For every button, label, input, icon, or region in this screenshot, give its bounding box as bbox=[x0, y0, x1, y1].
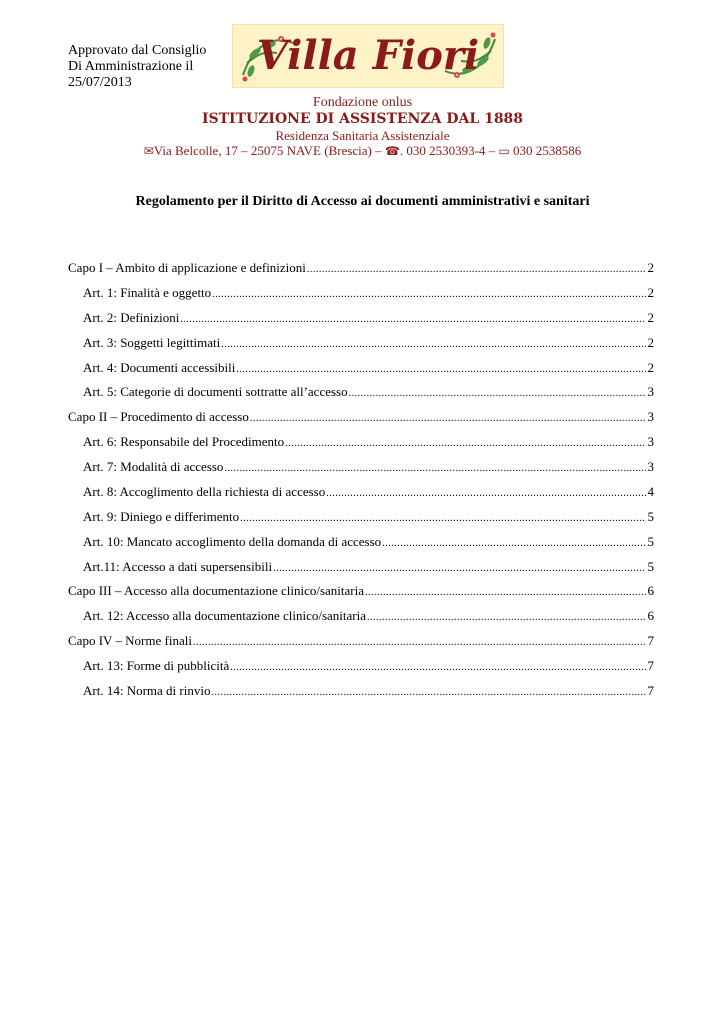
toc-entry-label: Capo II – Procedimento di accesso bbox=[68, 409, 249, 424]
toc-entry-page: 2 bbox=[647, 335, 654, 350]
document-title: Regolamento per il Diritto di Accesso ai documenti amministrativi e sanitari bbox=[135, 194, 590, 209]
toc-entry-page: 5 bbox=[647, 509, 654, 524]
toc-entry-page: 2 bbox=[647, 360, 654, 375]
toc-entry[interactable] bbox=[68, 409, 654, 427]
approval-date: 25/07/2013 bbox=[68, 75, 132, 90]
toc-entry-label: Art. 4: Documenti accessibili bbox=[83, 360, 236, 375]
toc-entry-page: 5 bbox=[647, 559, 654, 574]
toc-entry-page: 2 bbox=[647, 310, 654, 325]
toc-entry-label: Art. 3: Soggetti legittimati bbox=[83, 335, 221, 350]
toc-entry-page: 6 bbox=[647, 608, 654, 623]
toc-entry[interactable] bbox=[83, 534, 654, 552]
toc-dot-leader bbox=[285, 436, 645, 452]
toc-entry[interactable] bbox=[83, 434, 654, 452]
toc-entry-label: Art. 2: Definizioni bbox=[83, 310, 180, 325]
foundation-label: Fondazione onlus bbox=[312, 95, 413, 110]
approval-note bbox=[68, 43, 238, 91]
approval-line-2: Di Amministrazione il bbox=[68, 59, 194, 74]
toc-entry-page: 3 bbox=[647, 434, 654, 449]
villa-fiori-logo bbox=[232, 24, 504, 88]
toc-entry-label: Art. 6: Responsabile del Procedimento bbox=[83, 434, 285, 449]
residence-label: Residenza Sanitaria Assistenziale bbox=[275, 128, 450, 143]
toc-entry-label: Capo I – Ambito di applicazione e definizioni bbox=[68, 260, 306, 275]
toc-dot-leader bbox=[307, 262, 646, 278]
toc-entry-page: 5 bbox=[647, 534, 654, 549]
toc-entry-label: Art. 1: Finalità e oggetto bbox=[83, 285, 212, 300]
toc-dot-leader bbox=[349, 386, 646, 402]
toc-entry[interactable] bbox=[83, 484, 654, 502]
toc-entry-page: 7 bbox=[647, 658, 654, 673]
toc-entry-page: 7 bbox=[647, 633, 654, 648]
toc-entry-label: Capo IV – Norme finali bbox=[68, 633, 192, 648]
toc-dot-leader bbox=[211, 685, 645, 701]
approval-line-1: Approvato dal Consiglio bbox=[68, 43, 207, 58]
toc-entry-page: 3 bbox=[647, 409, 654, 424]
toc-dot-leader bbox=[193, 635, 646, 651]
toc-entry-label: Art. 7: Modalità di accesso bbox=[83, 459, 224, 474]
toc-entry-page: 6 bbox=[647, 583, 654, 598]
toc-entry[interactable] bbox=[83, 608, 654, 626]
toc-dot-leader bbox=[382, 536, 645, 552]
institution-name: ISTITUZIONE DI ASSISTENZA DAL 1888 bbox=[201, 111, 524, 127]
fax-icon: ▭ bbox=[498, 144, 510, 158]
toc-dot-leader bbox=[224, 461, 645, 477]
toc-entry-label: Art. 13: Forme di pubblicità bbox=[83, 658, 230, 673]
toc-dot-leader bbox=[221, 337, 645, 353]
toc-dot-leader bbox=[326, 486, 645, 502]
toc-entry[interactable] bbox=[83, 335, 654, 353]
toc-entry-label: Art. 12: Accesso alla documentazione clinico/sanitaria bbox=[83, 608, 367, 623]
toc-dot-leader bbox=[212, 287, 645, 303]
toc-entry[interactable] bbox=[68, 633, 654, 651]
toc-entry-page: 2 bbox=[647, 285, 654, 300]
toc-entry-label: Art. 8: Accoglimento della richiesta di accesso bbox=[83, 484, 326, 499]
toc-entry-label: Art. 9: Diniego e differimento bbox=[83, 509, 240, 524]
toc-dot-leader bbox=[236, 362, 645, 378]
toc-entry[interactable] bbox=[68, 260, 654, 278]
toc-entry-label: Capo III – Accesso alla documentazione clinico/sanitaria bbox=[68, 583, 364, 598]
toc-entry[interactable] bbox=[83, 384, 654, 402]
toc-entry[interactable] bbox=[68, 583, 654, 601]
address-text: Via Belcolle, 17 – 25075 NAVE (Brescia) – bbox=[153, 143, 382, 158]
toc-entry[interactable] bbox=[83, 559, 654, 577]
toc-dot-leader bbox=[367, 610, 645, 626]
toc-entry-page: 3 bbox=[647, 459, 654, 474]
toc-dot-leader bbox=[273, 561, 645, 577]
toc-entry[interactable] bbox=[83, 509, 654, 527]
toc-entry-page: 7 bbox=[647, 683, 654, 698]
envelope-icon: ✉ bbox=[143, 144, 154, 158]
contact-line bbox=[0, 143, 725, 159]
phone-icon: ☎ bbox=[384, 144, 400, 158]
toc-dot-leader bbox=[180, 312, 645, 328]
toc-dot-leader bbox=[365, 585, 646, 601]
toc-entry-label: Art. 14: Norma di rinvio bbox=[83, 683, 211, 698]
toc-entry-page: 4 bbox=[647, 484, 654, 499]
toc-entry[interactable] bbox=[83, 658, 654, 676]
toc-entry-label: Art. 5: Categorie di documenti sottratte all’accesso bbox=[83, 384, 348, 399]
toc-entry-label: Art. 10: Mancato accoglimento della domanda di accesso bbox=[83, 534, 382, 549]
toc-entry-page: 3 bbox=[647, 384, 654, 399]
toc-entry[interactable] bbox=[83, 459, 654, 477]
toc-entry[interactable] bbox=[83, 683, 654, 701]
toc-entry-page: 2 bbox=[647, 260, 654, 275]
toc-entry-label: Art.11: Accesso a dati supersensibili bbox=[83, 559, 273, 574]
toc-entry[interactable] bbox=[83, 310, 654, 328]
logo-wordmark: Villa Fiori bbox=[256, 32, 480, 79]
toc-entry[interactable] bbox=[83, 285, 654, 303]
toc-dot-leader bbox=[240, 511, 645, 527]
phone-text: . 030 2530393-4 – bbox=[399, 143, 496, 158]
toc-entry[interactable] bbox=[83, 360, 654, 378]
toc-dot-leader bbox=[230, 660, 645, 676]
fax-text: 030 2538586 bbox=[509, 143, 582, 158]
toc-dot-leader bbox=[250, 411, 646, 427]
